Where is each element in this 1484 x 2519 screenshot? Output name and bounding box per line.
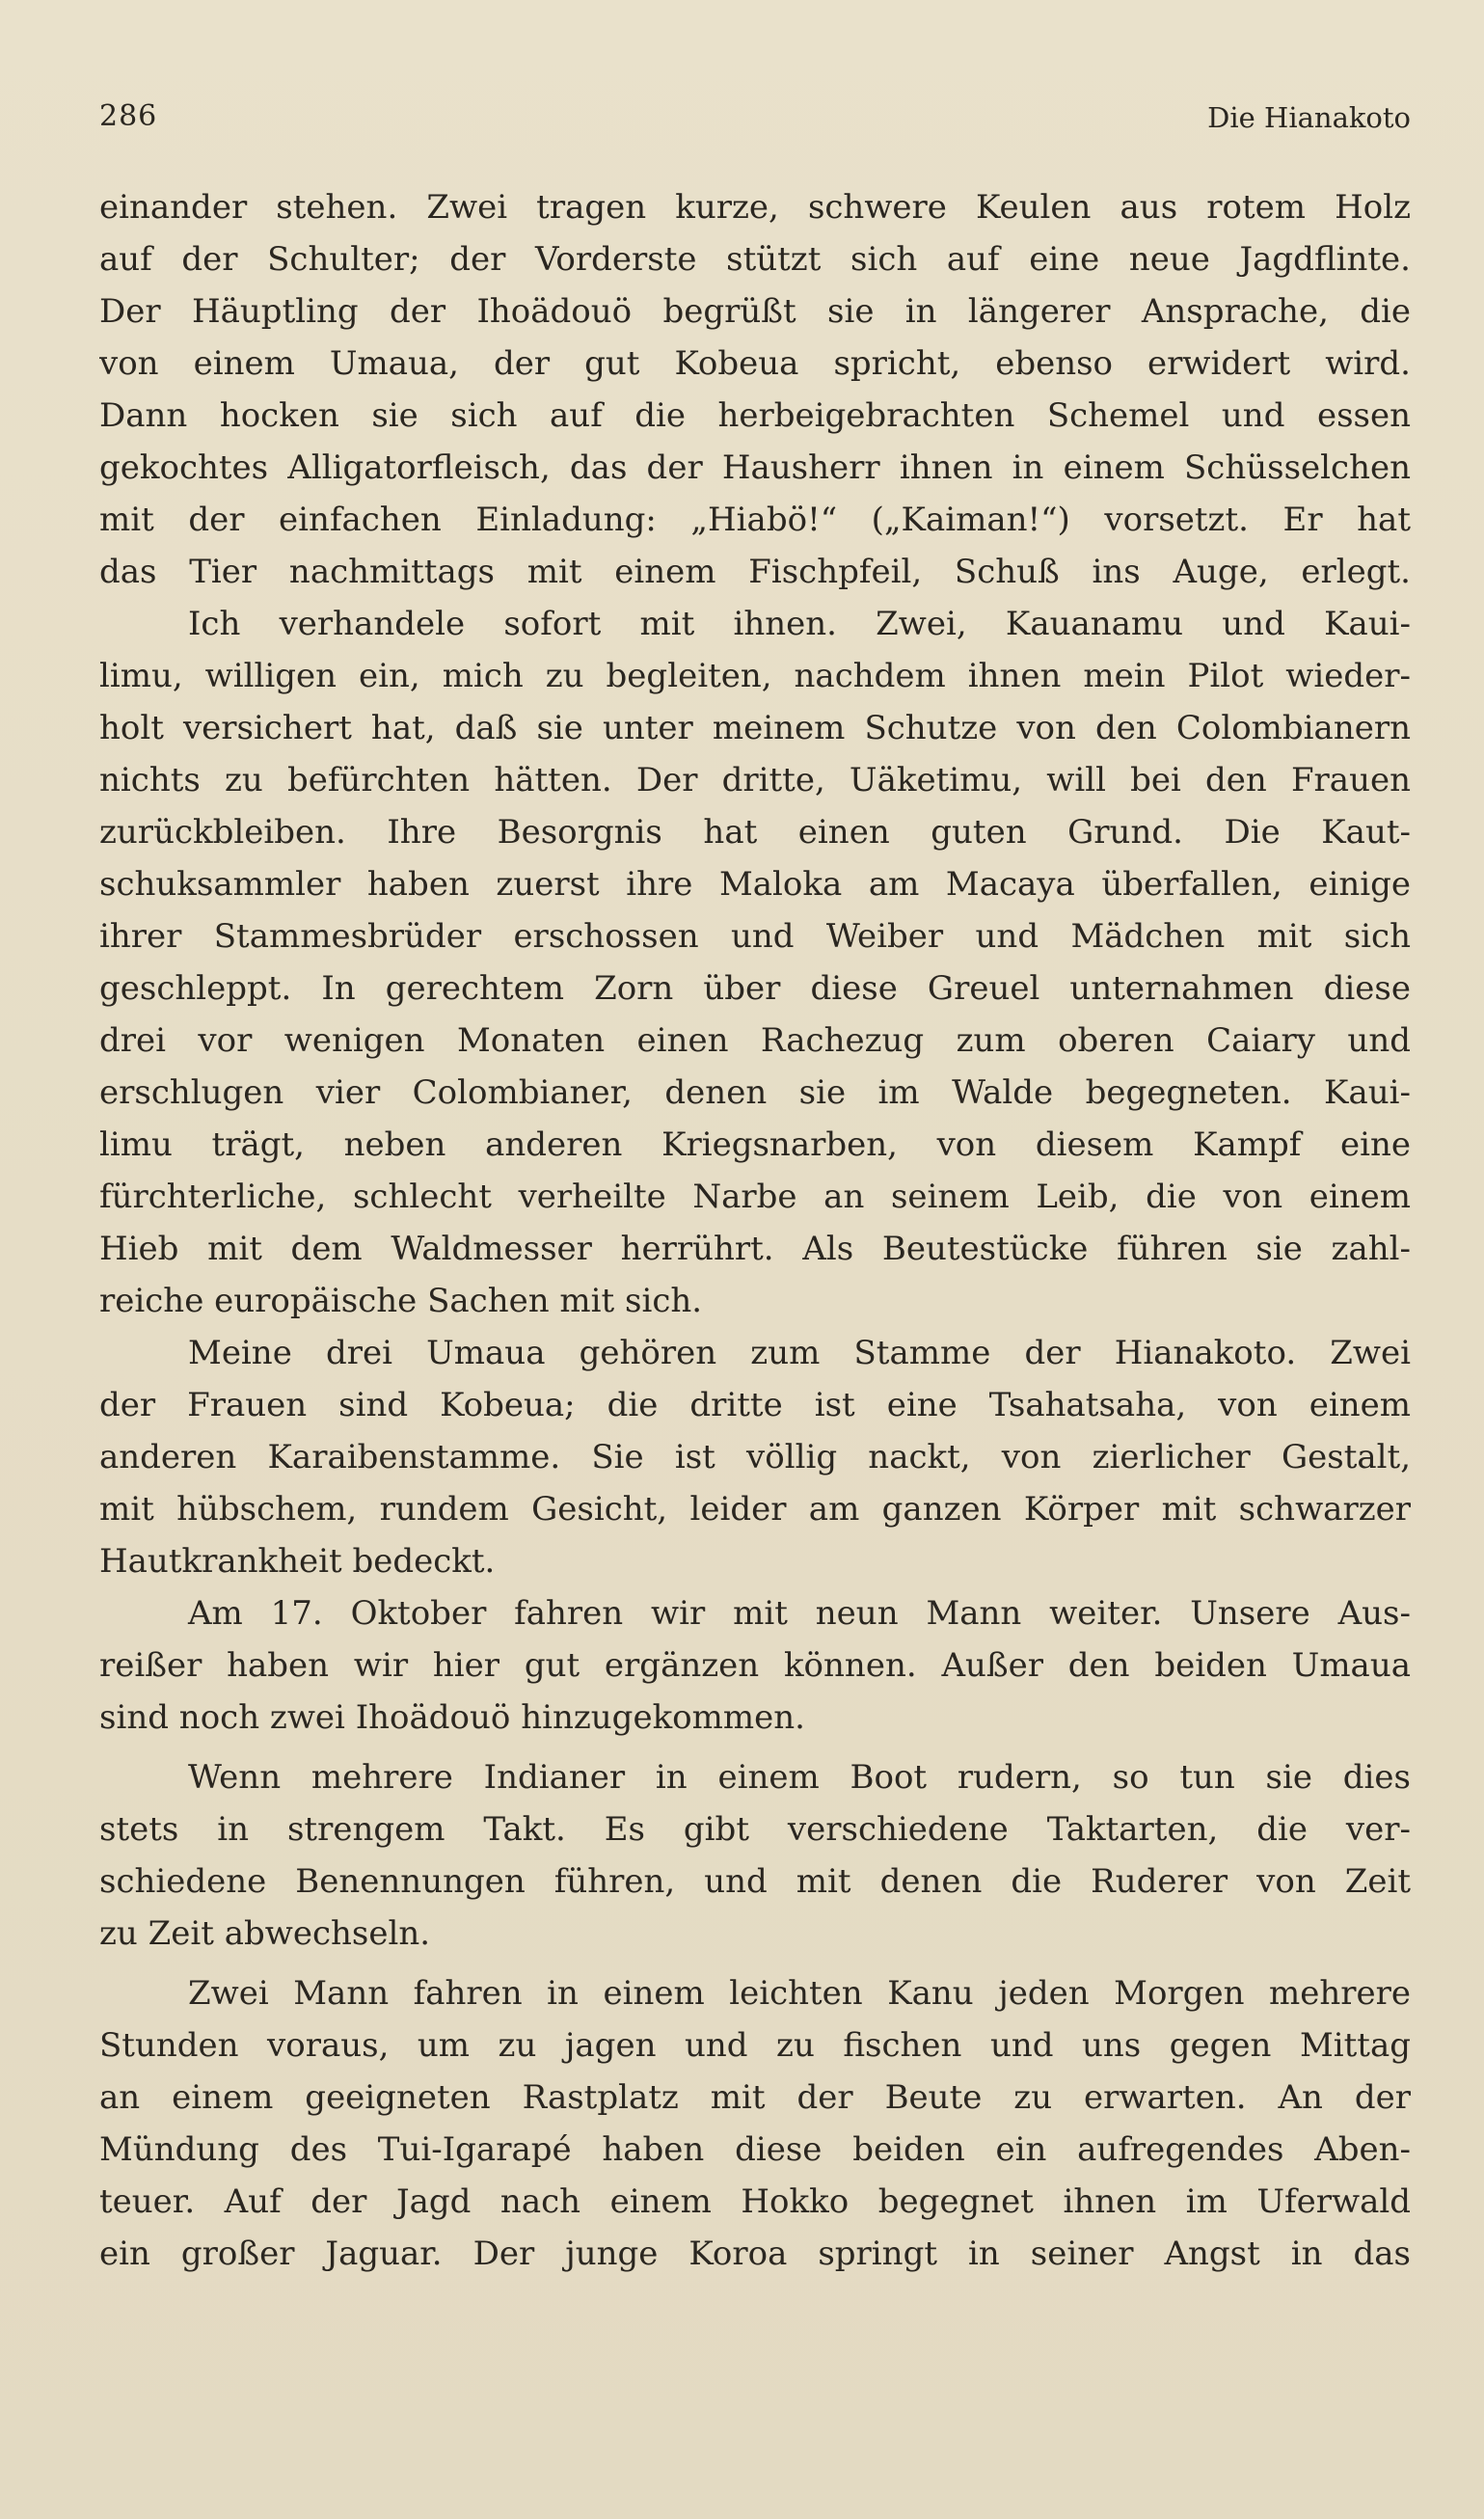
text-line: auf der Schulter; der Vorderste stützt sich auf eine neue Jagdflinte. [99,240,1411,279]
text-line: stets in strengem Takt. Es gibt verschiedene Taktarten, die ver- [99,1810,1411,1849]
text-line: von einem Umaua, der gut Kobeua spricht, ebenso erwidert wird. [99,344,1411,383]
text-line: Mündung des Tui-Igarapé haben diese beiden ein aufregendes Aben- [99,2130,1411,2169]
paragraph-5 [99,1751,1411,1960]
text-line: Meine drei Umaua gehören zum Stamme der Hianakoto. Zwei [188,1334,1411,1372]
text-line: limu, willigen ein, mich zu begleiten, nachdem ihnen mein Pilot wieder- [99,657,1411,695]
paragraph-4 [99,1587,1411,1744]
text-line: drei vor wenigen Monaten einen Rachezug zum oberen Caiary und [99,1021,1411,1060]
text-line: gekochtes Alligatorfleisch, das der Hausherr ihnen in einem Schüsselchen [99,448,1411,487]
paragraph-3 [99,1327,1411,1587]
text-line: fürchterliche, schlecht verheilte Narbe an seinem Leib, die von einem [99,1178,1411,1216]
text-line: ihrer Stammesbrüder erschossen und Weiber und Mädchen mit sich [99,917,1411,956]
text-line: Ich verhandele sofort mit ihnen. Zwei, Kauanamu und Kaui- [188,605,1411,643]
text-line: mit der einfachen Einladung: „Hiabö!“ („Kaiman!“) vorsetzt. Er hat [99,501,1411,539]
running-title: Die Hianakoto [1207,101,1411,134]
text-line: anderen Karaibenstamme. Sie ist völlig nackt, von zierlicher Gestalt, [99,1438,1411,1476]
text-line: limu trägt, neben anderen Kriegsnarben, von diesem Kampf eine [99,1125,1411,1164]
text-line: Hieb mit dem Waldmesser herrührt. Als Beutestücke führen sie zahl- [99,1230,1411,1268]
text-line: nichts zu befürchten hätten. Der dritte, Uäketimu, will bei den Frauen [99,761,1411,799]
text-line: Dann hocken sie sich auf die herbeigebrachten Schemel und essen [99,396,1411,435]
text-line: Stunden voraus, um zu jagen und zu fischen und uns gegen Mittag [99,2026,1411,2065]
text-line: schiedene Benennungen führen, und mit denen die Ruderer von Zeit [99,1862,1411,1901]
text-line: Am 17. Oktober fahren wir mit neun Mann weiter. Unsere Aus- [188,1594,1411,1633]
body-text [99,181,1411,2280]
page-header [99,99,1411,146]
text-line: Wenn mehrere Indianer in einem Boot rudern, so tun sie dies [188,1758,1411,1797]
text-line: Hautkrankheit bedeckt. [99,1542,496,1581]
text-line: an einem geeigneten Rastplatz mit der Beute zu erwarten. An der [99,2078,1411,2117]
text-line: das Tier nachmittags mit einem Fischpfeil, Schuß ins Auge, erlegt. [99,553,1411,591]
text-line: erschlugen vier Colombianer, denen sie im Walde begegneten. Kaui- [99,1073,1411,1112]
text-line: sind noch zwei Ihoädouö hinzugekommen. [99,1698,805,1737]
text-line: holt versichert hat, daß sie unter meinem Schutze von den Colombianern [99,709,1411,747]
text-line: einander stehen. Zwei tragen kurze, schwere Keulen aus rotem Holz [99,188,1411,227]
text-line: Der Häuptling der Ihoädouö begrüßt sie in längerer Ansprache, die [99,292,1411,331]
page-number: 286 [99,99,158,133]
text-line: Zwei Mann fahren in einem leichten Kanu jeden Morgen mehrere [188,1974,1411,2013]
paragraph-2 [99,598,1411,1327]
paragraph-6 [99,1967,1411,2280]
text-line: schuksammler haben zuerst ihre Maloka am Macaya überfallen, einige [99,865,1411,904]
text-line: zu Zeit abwechseln. [99,1914,431,1953]
text-line: geschleppt. In gerechtem Zorn über diese Greuel unternahmen diese [99,969,1411,1008]
text-line: der Frauen sind Kobeua; die dritte ist eine Tsahatsaha, von einem [99,1386,1411,1424]
text-line: ein großer Jaguar. Der junge Koroa springt in seiner Angst in das [99,2235,1411,2273]
text-line: reißer haben wir hier gut ergänzen können. Außer den beiden Umaua [99,1646,1411,1685]
text-line: teuer. Auf der Jagd nach einem Hokko begegnet ihnen im Uferwald [99,2182,1411,2221]
text-line: mit hübschem, rundem Gesicht, leider am ganzen Körper mit schwarzer [99,1490,1411,1529]
text-line: reiche europäische Sachen mit sich. [99,1282,703,1320]
text-line: zurückbleiben. Ihre Besorgnis hat einen guten Grund. Die Kaut- [99,813,1411,852]
paragraph-1 [99,181,1411,598]
